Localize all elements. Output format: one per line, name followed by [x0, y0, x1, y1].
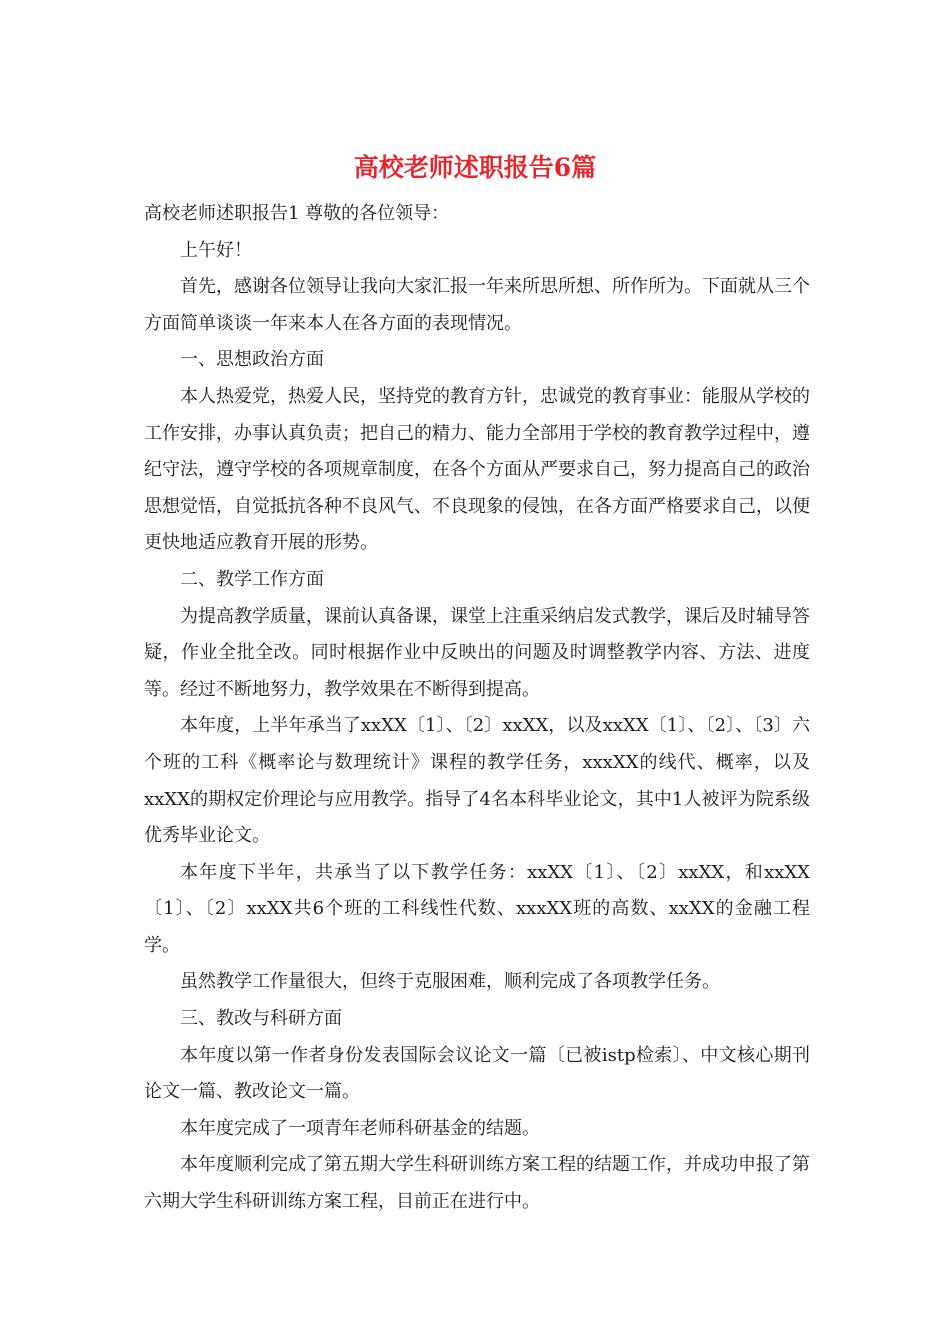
opening-line: 高校老师述职报告1 尊敬的各位领导： — [144, 203, 450, 224]
publications-paragraph: 本年度以第一作者身份发表国际会议论文一篇〔已被istp检索〕、中文核心期刊论文一篇、教改论文一篇。 — [144, 1044, 810, 1103]
first-half-tasks-paragraph: 本年度，上半年承当了xxXX〔1〕、〔2〕xxXX，以及xxXX〔1〕、〔2〕、〔3〕六个班的工科《概率论与数理统计》课程的教学任务，xxxXX的线代、概率，以及xxXX的期权定价理论与应用教学。指导了4名本科毕业论文，其中1人被评为院系级优秀毕业论文。 — [144, 715, 810, 847]
section-heading-research: 三、教改与科研方面 — [180, 1008, 342, 1030]
second-half-tasks-paragraph: 本年度下半年，共承当了以下教学任务：xxXX〔1〕、〔2〕xxXX，和xxXX〔1〕、〔2〕xxXX共6个班的工科线性代数、xxxXX班的高数、xxXX的金融工程学。 — [144, 861, 810, 956]
document-body — [144, 196, 810, 1221]
greeting: 上午好！ — [180, 239, 252, 261]
teaching-paragraph: 为提高教学质量，课前认真备课，课堂上注重采纳启发式教学，课后及时辅导答疑，作业全批全改。同时根据作业中反映出的问题及时调整教学内容、方法、进度等。经过不断地努力，教学效果在不断得到提高。 — [144, 605, 810, 700]
section-heading-political: 一、思想政治方面 — [180, 349, 324, 371]
political-paragraph: 本人热爱党，热爱人民，坚持党的教育方针，忠诚党的教育事业：能服从学校的工作安排，办事认真负责；把自己的精力、能力全部用于学校的教育教学过程中，遵纪守法，遵守学校的各项规章制度，在各个方面从严要求自己，努力提高自己的政治思想觉悟，自觉抵抗各种不良风气、不良现象的侵蚀，在各方面严格要求自己，以便更快地适应教育开展的形势。 — [144, 385, 810, 554]
student-research-paragraph: 本年度顺利完成了第五期大学生科研训练方案工程的结题工作，并成功申报了第六期大学生科研训练方案工程，目前正在进行中。 — [144, 1154, 810, 1213]
workload-paragraph: 虽然教学工作量很大，但终于克服困难，顺利完成了各项教学任务。 — [180, 971, 720, 993]
intro-paragraph: 首先，感谢各位领导让我向大家汇报一年来所思所想、所作所为。下面就从三个方面简单谈谈一年来本人在各方面的表现情况。 — [144, 276, 810, 334]
fund-paragraph: 本年度完成了一项青年老师科研基金的结题。 — [180, 1117, 540, 1139]
document-title: 高校老师述职报告6篇 — [353, 153, 597, 182]
section-heading-teaching: 二、教学工作方面 — [180, 568, 324, 590]
